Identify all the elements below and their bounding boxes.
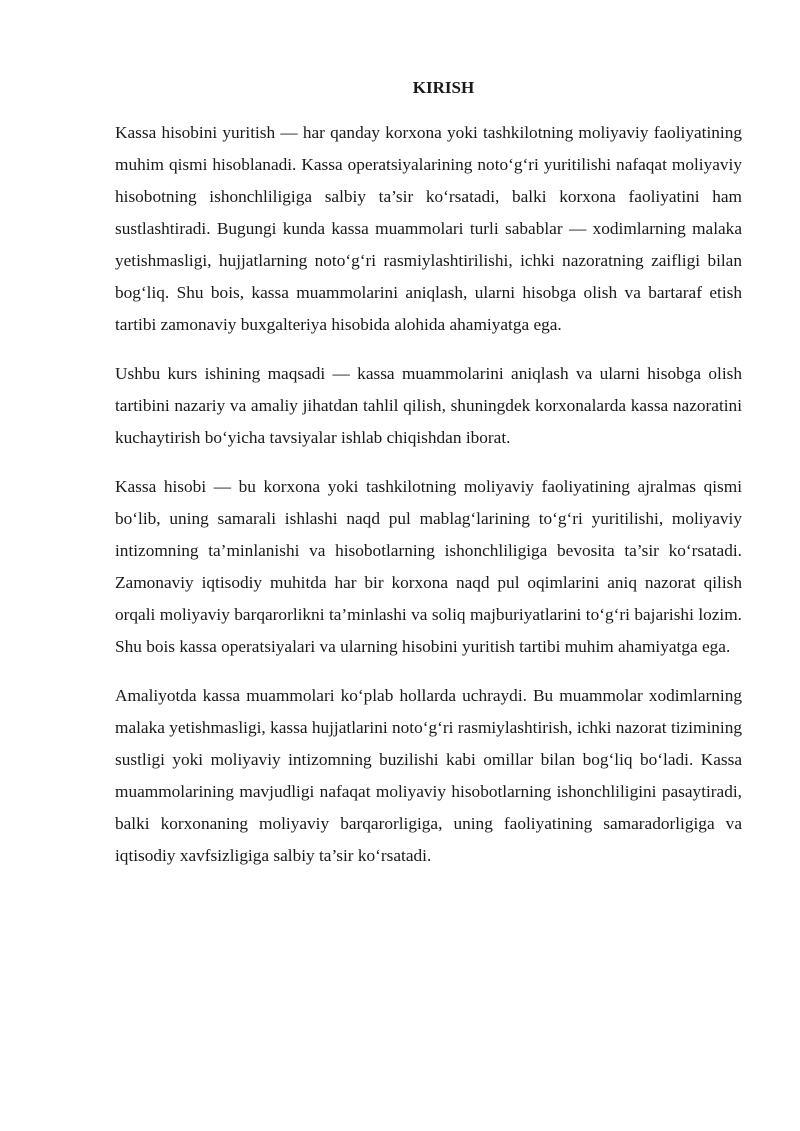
- page-title: KIRISH: [412, 78, 475, 97]
- paragraph-2: Ushbu kurs ishining maqsadi — kassa muammolarini aniqlash va ularni hisobga olish tartibini nazariy va amaliy jihatdan tahlil qilish, shuningdek korxonalarda kassa nazoratini kuchaytirish bo‘yicha tavsiyalar ishlab chiqishdan iborat.: [115, 364, 742, 447]
- page-content: [115, 74, 742, 889]
- paragraph-4: Amaliyotda kassa muammolari ko‘plab hollarda uchraydi. Bu muammolar xodimlarning malaka yetishmasligi, kassa hujjatlarini noto‘g‘ri rasmiylashtirish, ichki nazorat tizimining sustligi yoki moliyaviy intizomning buzilishi kabi omillar bilan bog‘liq bo‘ladi. Kassa muammolarining mavjudligi nafaqat moliyaviy hisobotlarning ishonchliligini pasaytiradi, balki korxonaning moliyaviy barqarorligiga, uning faoliyatining samaradorligiga va iqtisodiy xavfsizligiga salbiy ta’sir ko‘rsatadi.: [115, 686, 742, 865]
- paragraph-1: Kassa hisobini yuritish — har qanday korxona yoki tashkilotning moliyaviy faoliyatining muhim qismi hisoblanadi. Kassa operatsiyalarining noto‘g‘ri yuritilishi nafaqat moliyaviy hisobotning ishonchliligiga salbiy ta’sir ko‘rsatadi, balki korxona faoliyatini ham sustlashtiradi. Bugungi kunda kassa muammolari turli sabablar — xodimlarning malaka yetishmasligi, hujjatlarning noto‘g‘ri rasmiylashtirilishi, ichki nazoratning zaifligi bilan bog‘liq. Shu bois, kassa muammolarini aniqlash, ularni hisobga olish va bartaraf etish tartibi zamonaviy buxgalteriya hisobida alohida ahamiyatga ega.: [115, 123, 742, 334]
- paragraph-3: Kassa hisobi — bu korxona yoki tashkilotning moliyaviy faoliyatining ajralmas qismi bo‘lib, uning samarali ishlashi naqd pul mablag‘larining to‘g‘ri yuritilishi, moliyaviy intizomning ta’minlanishi va hisobotlarning ishonchliligiga bevosita ta’sir ko‘rsatadi. Zamonaviy iqtisodiy muhitda har bir korxona naqd pul oqimlarini aniq nazorat qilish orqali moliyaviy barqarorlikni ta’minlashi va soliq majburiyatlarini to‘g‘ri bajarishi lozim. Shu bois kassa operatsiyalari va ularning hisobini yuritish tartibi muhim ahamiyatga ega.: [115, 477, 742, 656]
